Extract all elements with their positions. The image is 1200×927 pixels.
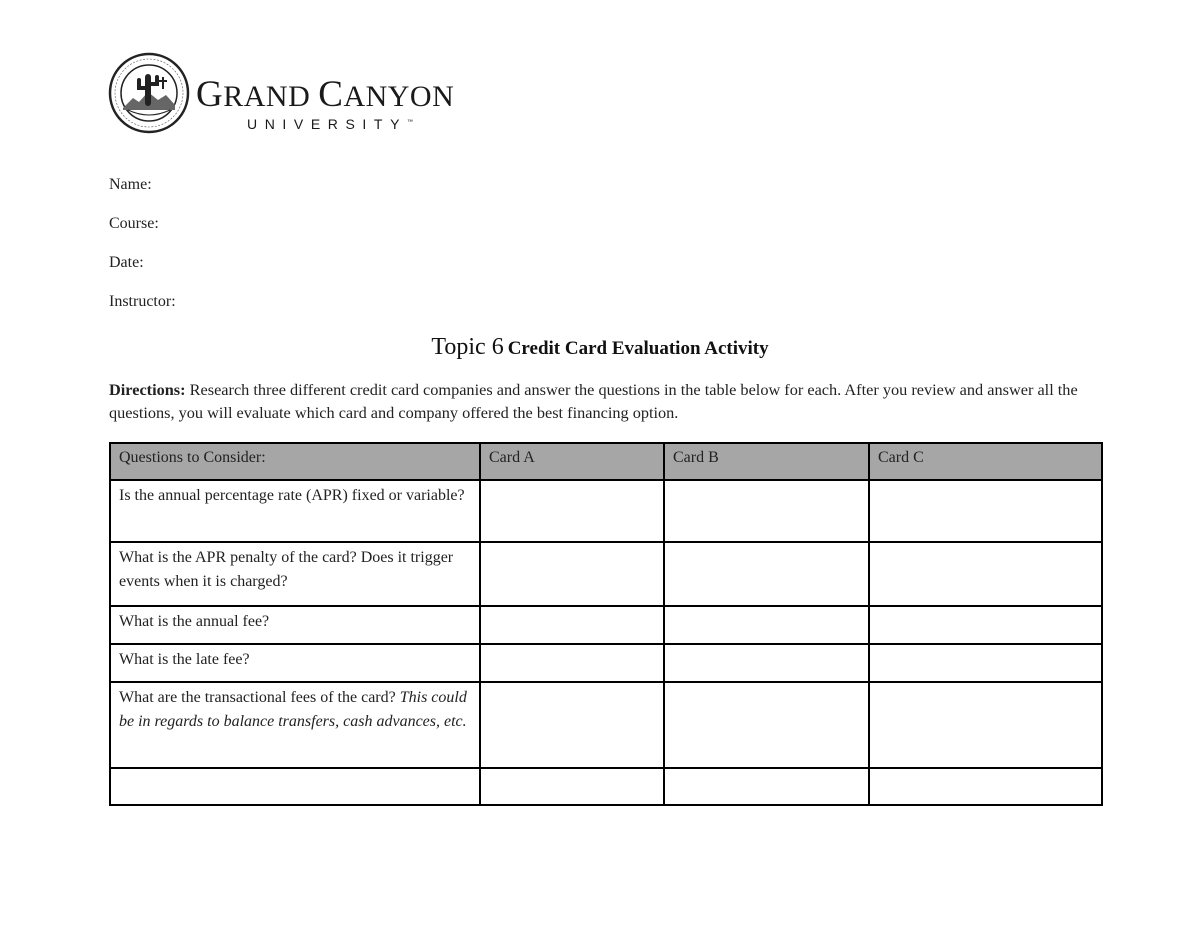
question-text: What are the transactional fees of the card? <box>119 689 400 706</box>
question-cell[interactable] <box>110 768 480 805</box>
card-b-cell[interactable] <box>664 542 869 606</box>
card-b-cell[interactable] <box>664 768 869 805</box>
card-a-cell[interactable] <box>480 606 664 644</box>
table-row <box>110 682 1102 768</box>
card-b-cell[interactable] <box>664 682 869 768</box>
header-card-c: Card C <box>869 443 1102 480</box>
card-c-cell[interactable] <box>869 768 1102 805</box>
question-cell: What is the late fee? <box>110 644 480 682</box>
page-title <box>0 334 1200 361</box>
card-a-cell[interactable] <box>480 542 664 606</box>
logo-name: GRAND CANYON <box>196 74 455 115</box>
logo-wordmark <box>196 76 454 132</box>
card-c-cell[interactable] <box>869 682 1102 768</box>
card-c-cell[interactable] <box>869 542 1102 606</box>
question-cell: What is the annual fee? <box>110 606 480 644</box>
card-b-cell[interactable] <box>664 480 869 542</box>
table-header-row <box>110 443 1102 480</box>
date-label: Date: <box>109 254 144 271</box>
question-note: This could be in regards to balance transfers, cash advances, etc. <box>119 689 467 730</box>
directions-label: Directions: <box>109 380 186 399</box>
table-row <box>110 480 1102 542</box>
course-label: Course: <box>109 215 159 232</box>
card-c-cell[interactable] <box>869 644 1102 682</box>
card-a-cell[interactable] <box>480 644 664 682</box>
instructor-label: Instructor: <box>109 293 176 310</box>
card-a-cell[interactable] <box>480 480 664 542</box>
logo-subtitle: UNIVERSITY™ <box>247 116 414 132</box>
header-questions: Questions to Consider: <box>110 443 480 480</box>
table-row <box>110 644 1102 682</box>
gcu-logo <box>108 52 488 136</box>
question-cell <box>110 682 480 768</box>
title-activity: Credit Card Evaluation Activity <box>507 338 769 359</box>
name-label: Name: <box>109 176 152 193</box>
card-b-cell[interactable] <box>664 606 869 644</box>
card-c-cell[interactable] <box>869 480 1102 542</box>
card-b-cell[interactable] <box>664 644 869 682</box>
card-a-cell[interactable] <box>480 768 664 805</box>
evaluation-table <box>109 442 1103 806</box>
table-row <box>110 606 1102 644</box>
table-row <box>110 768 1102 805</box>
card-c-cell[interactable] <box>869 606 1102 644</box>
directions-text: Research three different credit card companies and answer the questions in the table below for each. After you review and answer all the questions, you will evaluate which card and company offered the best financing option. <box>109 380 1078 422</box>
title-topic: Topic 6 <box>431 334 504 360</box>
university-seal-icon <box>108 52 190 134</box>
header-card-a: Card A <box>480 443 664 480</box>
header-card-b: Card B <box>664 443 869 480</box>
directions <box>109 378 1109 424</box>
card-a-cell[interactable] <box>480 682 664 768</box>
table-row <box>110 542 1102 606</box>
question-cell: What is the APR penalty of the card? Does it trigger events when it is charged? <box>110 542 480 606</box>
question-cell: Is the annual percentage rate (APR) fixed or variable? <box>110 480 480 542</box>
